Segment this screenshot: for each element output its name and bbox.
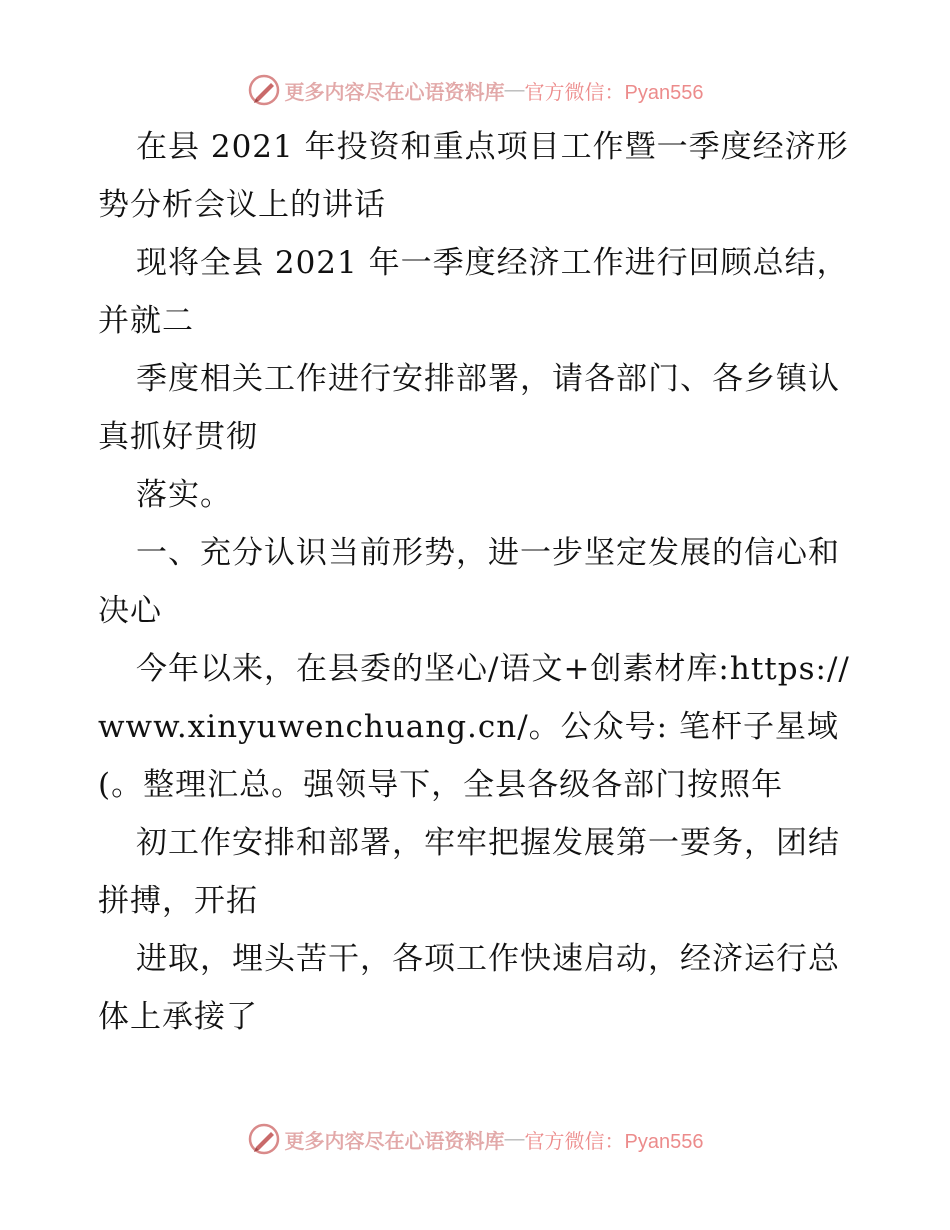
- document-title: 在县 2021 年投资和重点项目工作暨一季度经济形势分析会议上的讲话: [98, 129, 849, 223]
- watermark-main-text: 更多内容尽在心语资料库: [284, 81, 505, 104]
- pen-logo-icon: [247, 1122, 281, 1156]
- watermark-contact-text: 官方微信：Pyan556: [524, 1130, 704, 1153]
- watermark-separator: —: [504, 1127, 525, 1150]
- section-heading: 一、充分认识当前形势，进一步坚定发展的信心和决心: [98, 535, 840, 629]
- watermark-banner-bottom: [0, 1119, 950, 1159]
- document-body: [98, 118, 858, 1046]
- paragraph: 季度相关工作进行安排部署，请各部门、各乡镇认真抓好贯彻: [98, 361, 840, 455]
- watermark-separator: —: [504, 78, 525, 101]
- watermark-contact-text: 官方微信：Pyan556: [524, 81, 704, 104]
- paragraph: 初工作安排和部署，牢牢把握发展第一要务，团结拼搏，开拓: [98, 825, 840, 919]
- watermark-banner-top: [0, 70, 950, 110]
- paragraph: 落实。: [136, 477, 232, 513]
- watermark-main-text: 更多内容尽在心语资料库: [284, 1130, 505, 1153]
- paragraph: 现将全县 2021 年一季度经济工作进行回顾总结，并就二: [98, 245, 849, 339]
- paragraph: 今年以来，在县委的坚心/语文+创素材库:https://www.xinyuwenchuang.cn/。公众号: 笔杆子星域 (。整理汇总。强领导下，全县各级各部门按照年: [98, 651, 850, 803]
- pen-logo-icon: [247, 73, 281, 107]
- paragraph: 进取，埋头苦干，各项工作快速启动，经济运行总体上承接了: [98, 941, 840, 1035]
